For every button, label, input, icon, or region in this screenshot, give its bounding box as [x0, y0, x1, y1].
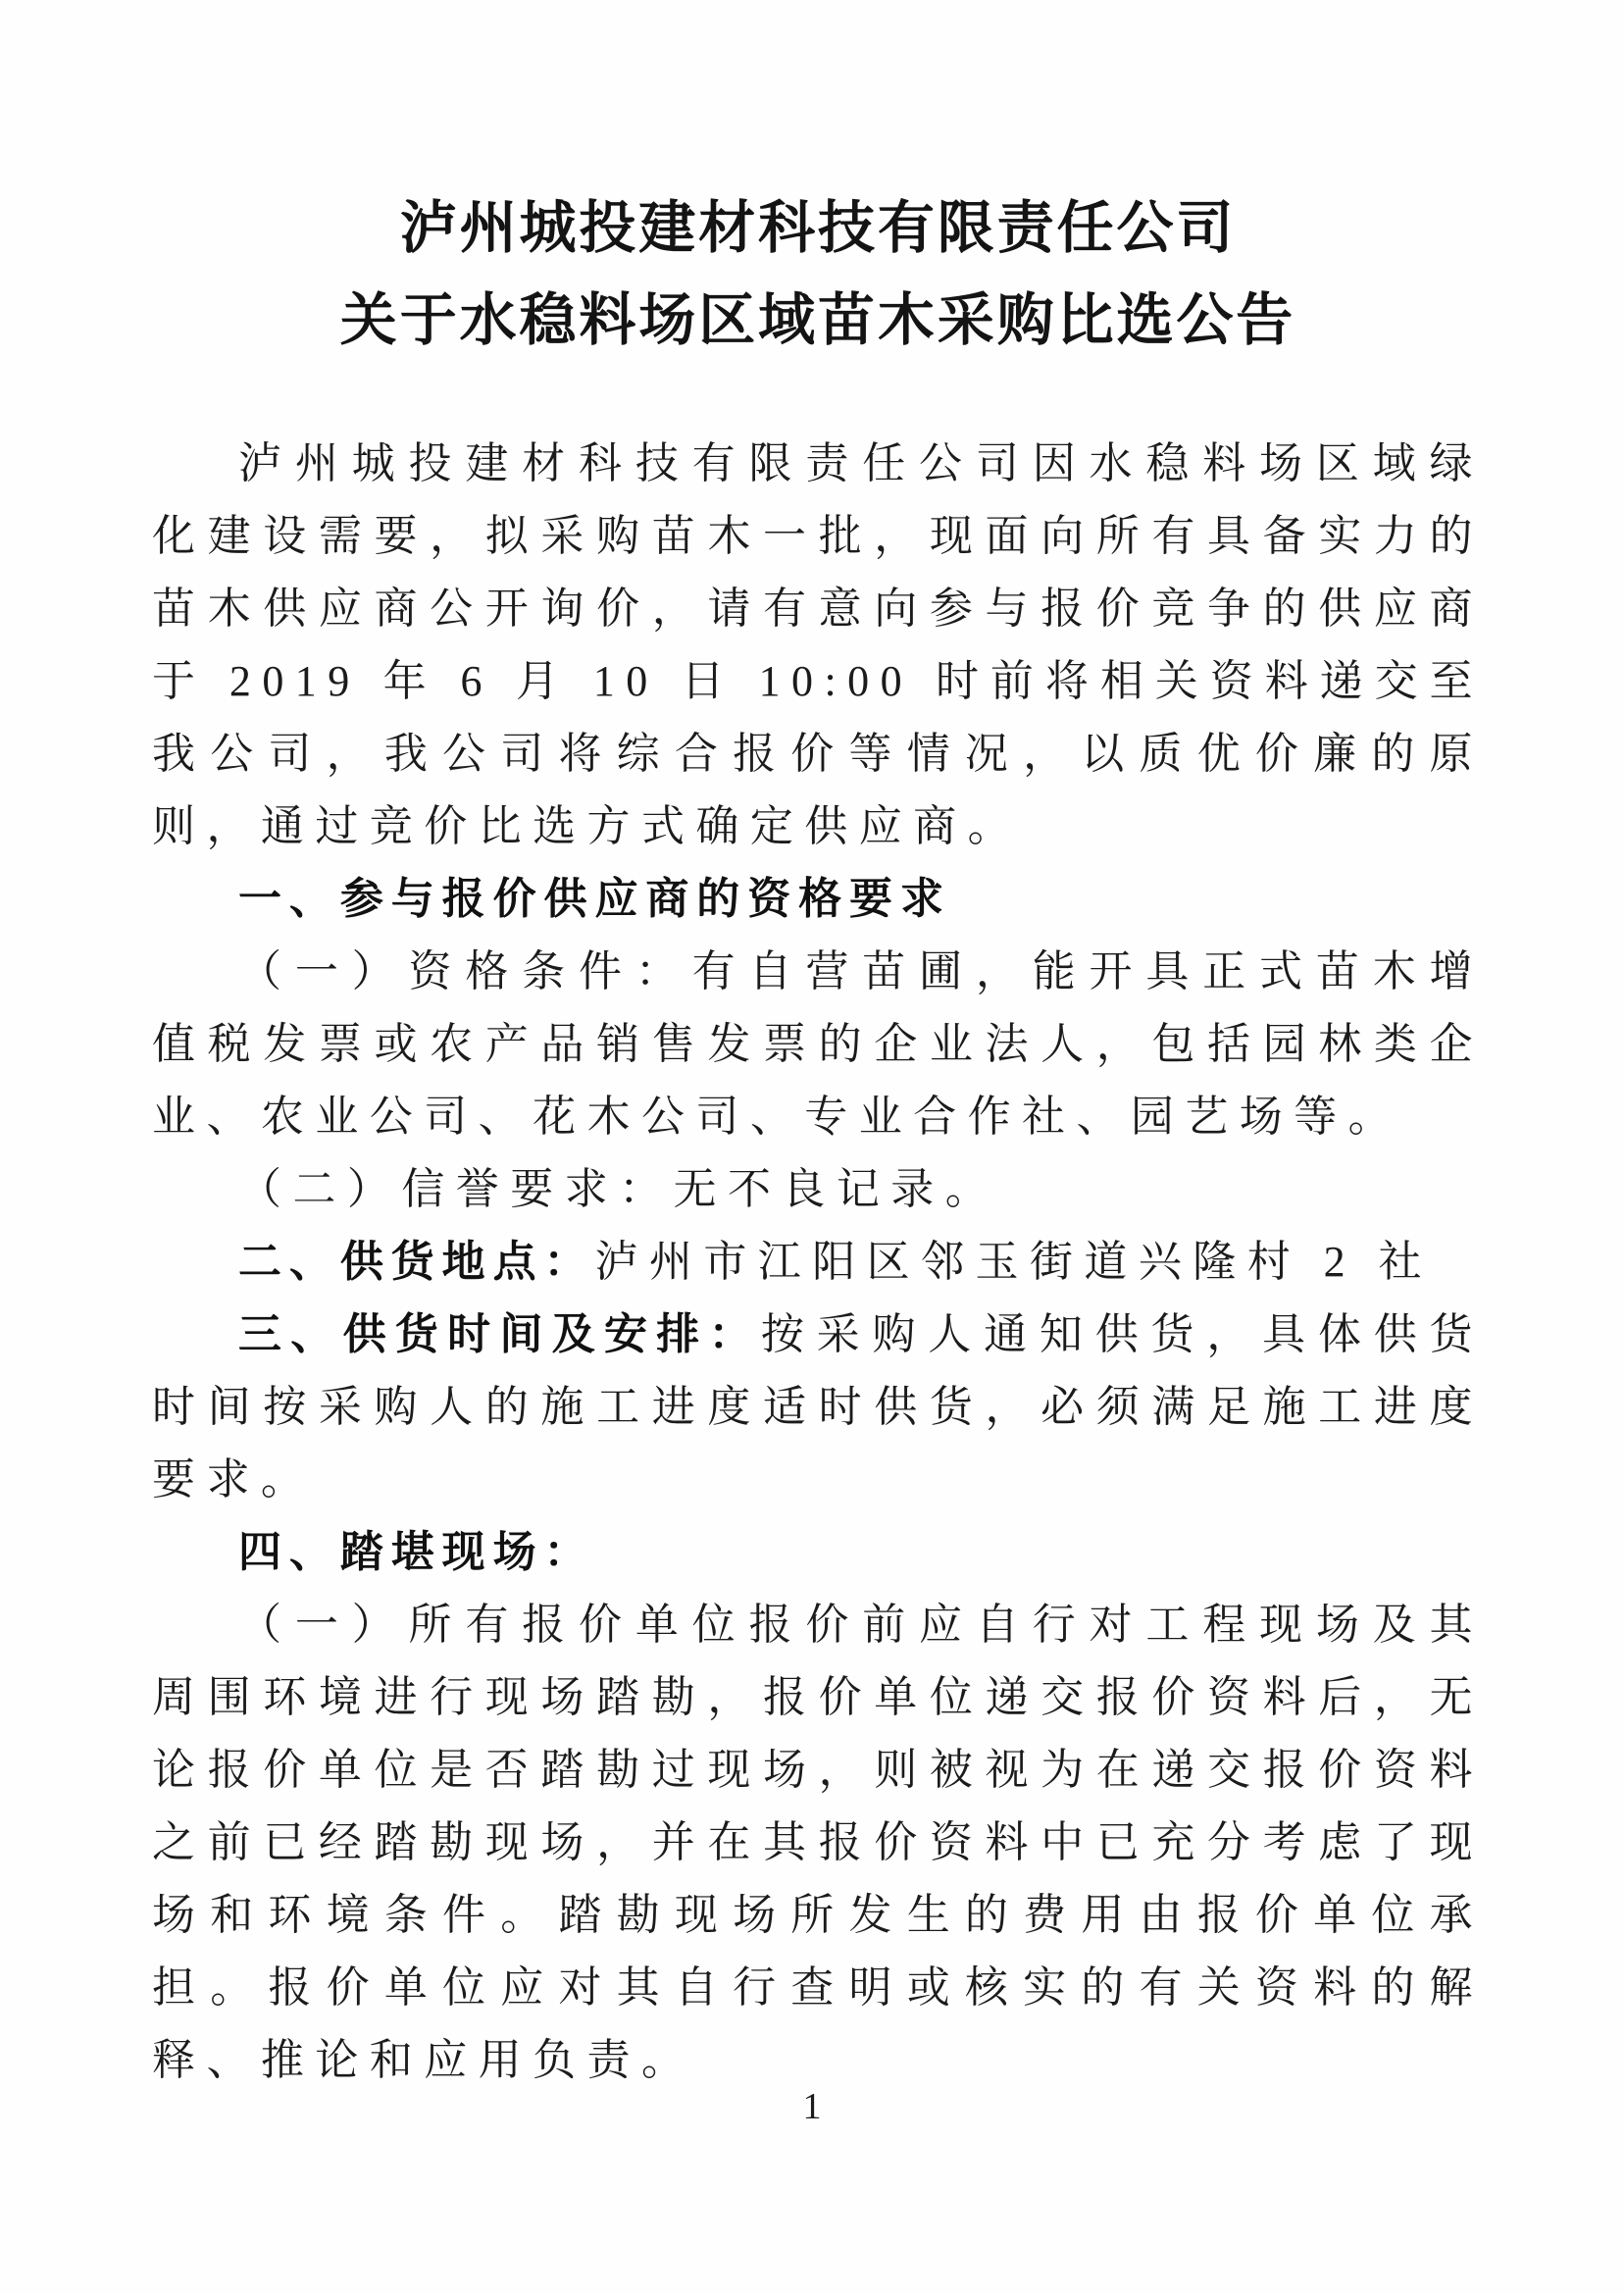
title-line-2: 关于水稳料场区域苗木采购比选公告 [339, 288, 1296, 352]
paragraph-intro: 泸州城投建材科技有限责任公司因水稳料场区域绿化建设需要，拟采购苗木一批，现面向所有具备实力的苗木供应商公开询价，请有意向参与报价竞争的供应商于 2019 年 6 月 10 日 10:00 时前将相关资料递交至我公司，我公司将综合报价等情况，以质优价廉的原则，通过竞价比选方式确定供应商。 [152, 439, 1484, 850]
paragraph-credit: （二）信誉要求：无不良记录。 [238, 1165, 1000, 1213]
delivery-schedule-text: 按采购人通知供货，具体供货时间按采购人的施工进度适时供货，必须满足施工进度要求。 [152, 1310, 1484, 1503]
paragraph-site-visit: （一）所有报价单位报价前应自行对工程现场及其周围环境进行现场踏勘，报价单位递交报价资料后，无论报价单位是否踏勘过现场，则被视为在递交报价资料之前已经踏勘现场，并在其报价资料中已充分考虑了现场和环境条件。踏勘现场所发生的费用由报价单位承担。报价单位应对其自行查明或核实的有关资料的解释、推论和应用负责。 [152, 1601, 1484, 2084]
section-heading-2-label: 二、供货地点： [238, 1238, 595, 1286]
document-title [152, 182, 1484, 367]
document-body [152, 428, 1484, 2097]
delivery-location-text: 泸州市江阳区邻玉街道兴隆村 2 社 [594, 1238, 1433, 1286]
document-content [152, 182, 1484, 2097]
section-heading-2 [152, 1226, 1484, 1299]
section-heading-3-label: 三、供货时间及安排： [238, 1310, 761, 1358]
title-line-1: 泸州城投建材科技有限责任公司 [399, 196, 1237, 260]
section-heading-1 [152, 863, 1484, 936]
section-heading-1-label: 一、参与报价供应商的资格要求 [238, 875, 951, 923]
section-heading-3 [152, 1299, 1484, 1516]
section-heading-4-label: 四、踏堪现场： [238, 1528, 595, 1576]
paragraph-qualification: （一）资格条件：有自营苗圃，能开具正式苗木增值税发票或农产品销售发票的企业法人，包括园林类企业、农业公司、花木公司、专业合作社、园艺场等。 [152, 947, 1484, 1141]
page-number: 1 [802, 2086, 822, 2127]
section-heading-4 [152, 1516, 1484, 1589]
